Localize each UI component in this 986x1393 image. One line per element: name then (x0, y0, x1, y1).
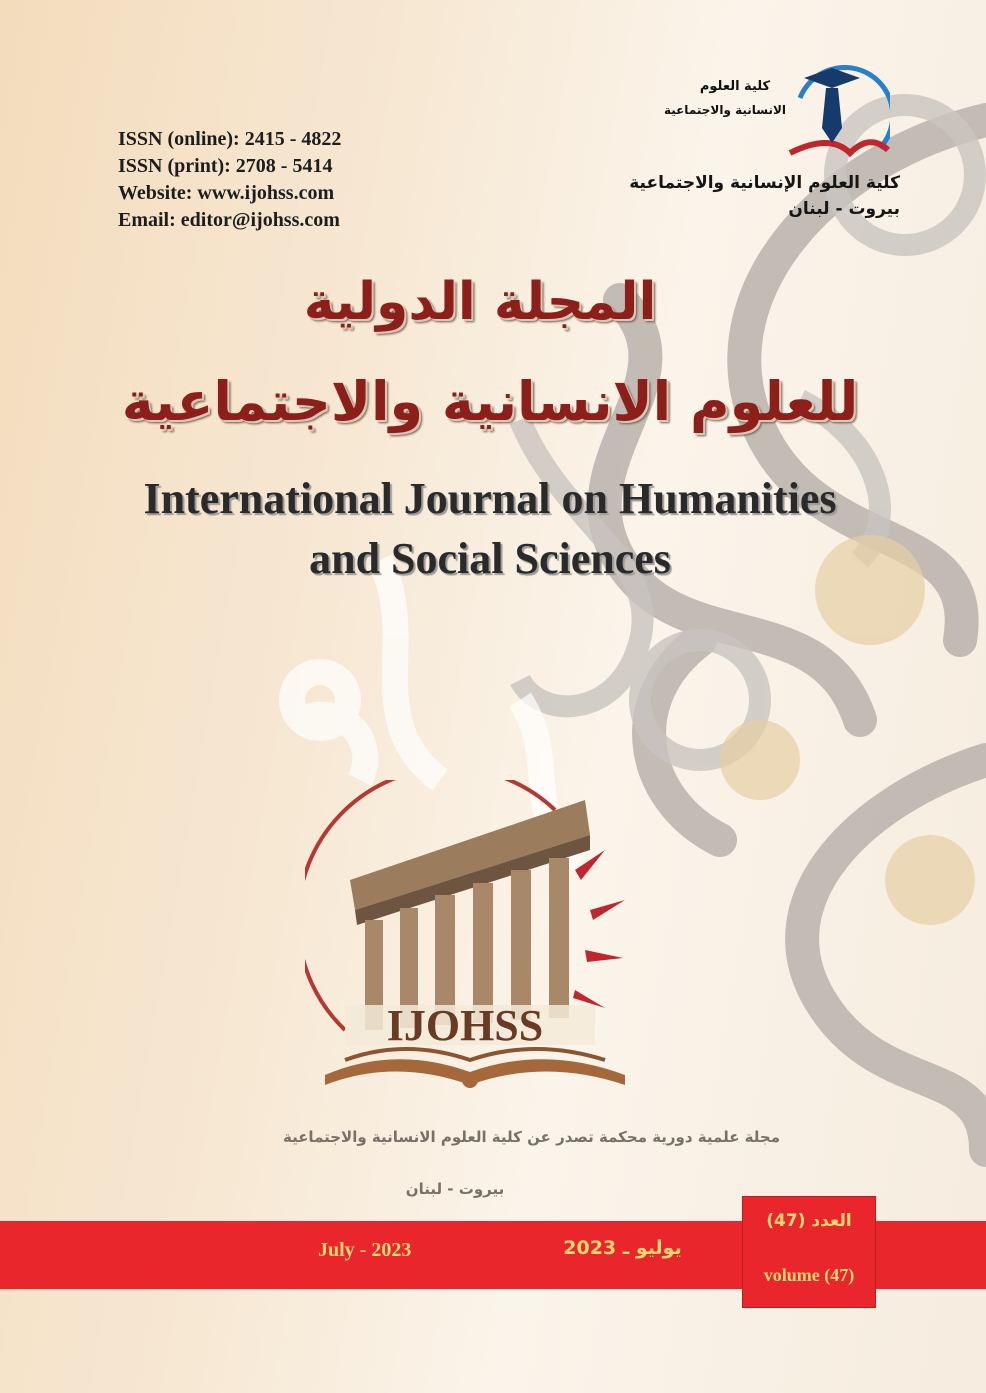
english-title-line1: International Journal on Humanities (143, 474, 837, 523)
journal-tagline: مجلة علمية دورية محكمة تصدر عن كلية العلوم الانسانية والاجتماعية (282, 1128, 780, 1146)
faculty-name: كلية العلوم الإنسانية والاجتماعية (629, 173, 900, 193)
arabic-title-line2: للعلوم الانسانية والاجتماعية (121, 370, 859, 433)
faculty-location: بيروت - لبنان (788, 199, 900, 219)
issue-date-english: July - 2023 (318, 1239, 412, 1261)
faculty-logo-line1: كلية العلوم (699, 79, 771, 94)
volume-english: volume (47) (763, 1265, 855, 1285)
issn-info (118, 126, 341, 234)
publisher-location: بيروت - لبنان (405, 1180, 505, 1198)
volume-arabic: العدد (47) (766, 1211, 852, 1231)
faculty-logo (650, 58, 890, 168)
ijohss-emblem (305, 780, 650, 1100)
english-title-line2: and Social Sciences (309, 534, 671, 583)
issn-online: ISSN (online): 2415 - 4822 (118, 128, 342, 150)
issn-print: ISSN (print): 2708 - 5414 (118, 155, 333, 177)
emblem-label: IJOHSS (386, 1001, 544, 1050)
email: Email: editor@ijohss.com (118, 209, 340, 231)
website: Website: www.ijohss.com (118, 182, 335, 204)
faculty-logo-line2: الانسانية والاجتماعية (663, 103, 787, 117)
faculty-name-block (600, 170, 900, 222)
issue-date-arabic: يوليو ـ 2023 (563, 1237, 682, 1259)
volume-box (742, 1196, 876, 1308)
arabic-title-line1: المجلة الدولية (303, 272, 657, 332)
